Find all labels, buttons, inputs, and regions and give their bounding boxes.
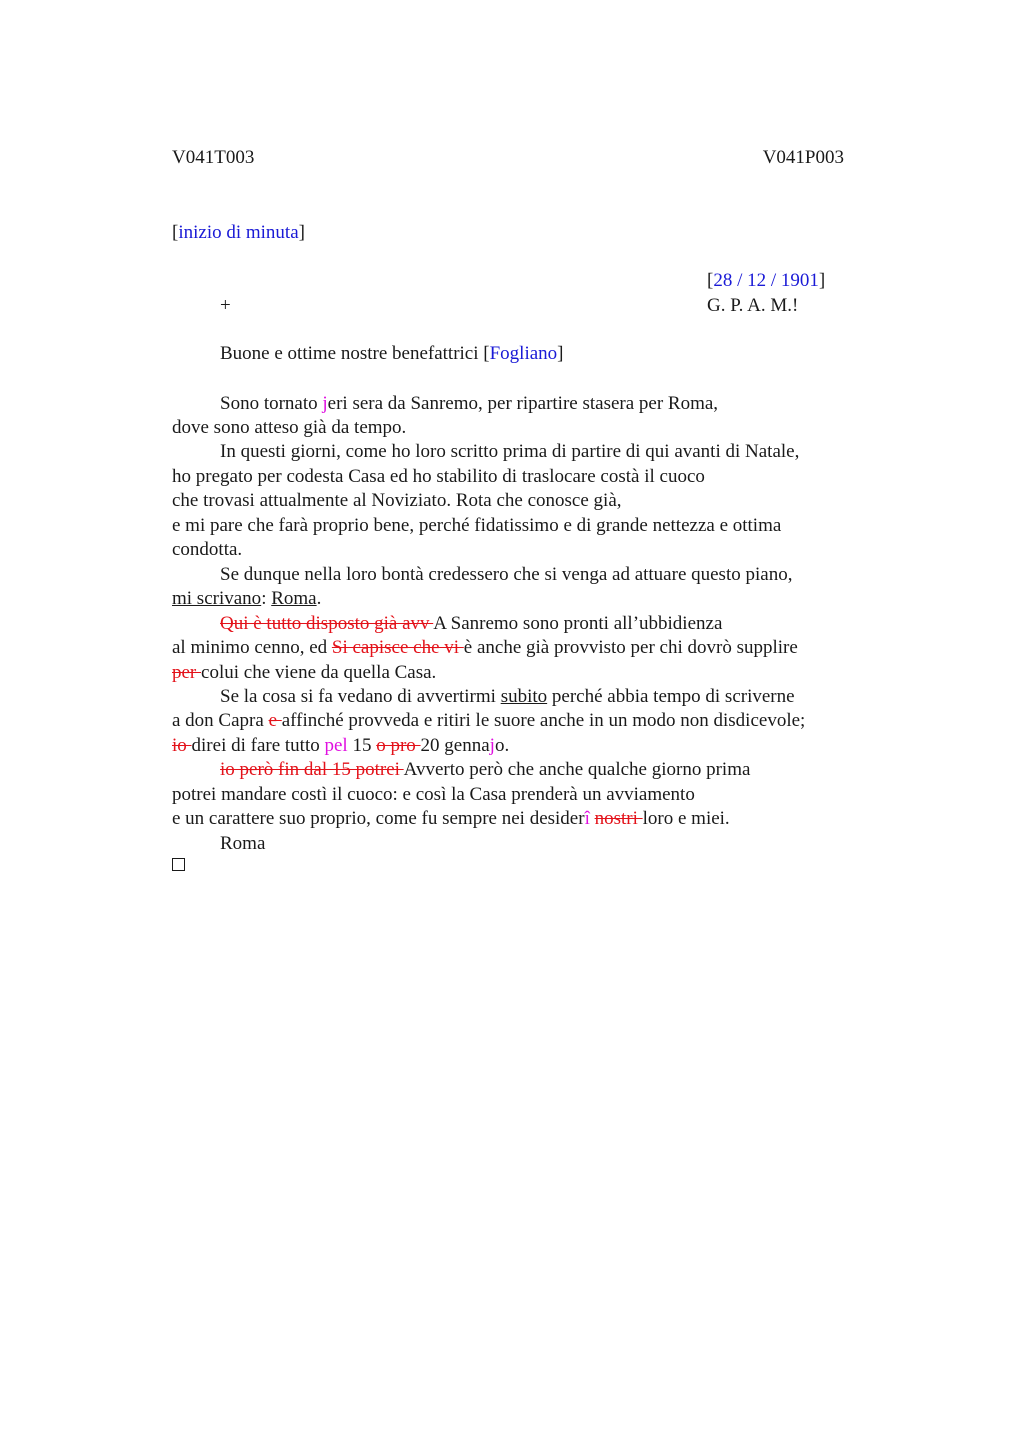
date-text: 28 / 12 / 1901 [713,270,819,291]
body-line: al minimo cenno, ed Si capisce che vi è anche già provvisto per chi dovrò supplire [172,637,798,658]
body-line: Se la cosa si fa vedano di avvertirmi subito perché abbia tempo di scriverne [220,686,795,707]
body-line: In questi giorni, come ho loro scritto prima di partire di qui avanti di Natale, [220,441,800,462]
body-line: a don Capra e affinché provveda e ritiri le suore anche in un modo non disdicevole; [172,710,806,731]
minuta-note: [inizio di minuta] [172,222,305,243]
body-line: Sono tornato jeri sera da Sanremo, per ripartire stasera per Roma, [220,393,719,414]
minuta-text: inizio di minuta [178,222,299,243]
body-line: mi scrivano: Roma. [172,588,322,609]
body-line: Se dunque nella loro bontà credessero che si venga ad attuare questo piano, [220,564,793,585]
body-line: e un carattere suo proprio, come fu sempre nei desiderî nostri loro e miei. [172,808,730,829]
header-left-code: V041T003 [172,147,255,168]
body-line: che trovasi attualmente al Noviziato. Rota che conosce già, [172,490,622,511]
body-line: potrei mandare costì il cuoco: e così la Casa prenderà un avviamento [172,784,695,805]
body-line: io però fin dal 15 potrei Avverto però che anche qualche giorno prima [220,759,751,780]
end-of-document-square-icon [172,858,185,871]
body-line: io direi di fare tutto pel 15 o pro 20 gennajo. [172,735,510,756]
body-line: dove sono atteso già da tempo. [172,417,407,438]
cross-symbol: + [220,295,231,316]
body-line: condotta. [172,539,243,560]
letter-date: [28 / 12 / 1901] [707,270,826,291]
header-right-code: V041P003 [762,147,844,168]
motto: G. P. A. M.! [707,295,799,316]
body-line: ho pregato per codesta Casa ed ho stabilito di traslocare costà il cuoco [172,466,705,487]
closing-place: Roma [220,833,266,854]
body-line: Qui è tutto disposto già avv A Sanremo sono pronti all’ubbidienza [220,613,723,634]
recipient-place: Fogliano [489,343,558,364]
body-line: e mi pare che farà proprio bene, perché fidatissimo e di grande nettezza e ottima [172,515,782,536]
salutation: Buone e ottime nostre benefattrici [Fogliano] [220,343,564,364]
body-line: per colui che viene da quella Casa. [172,662,437,683]
